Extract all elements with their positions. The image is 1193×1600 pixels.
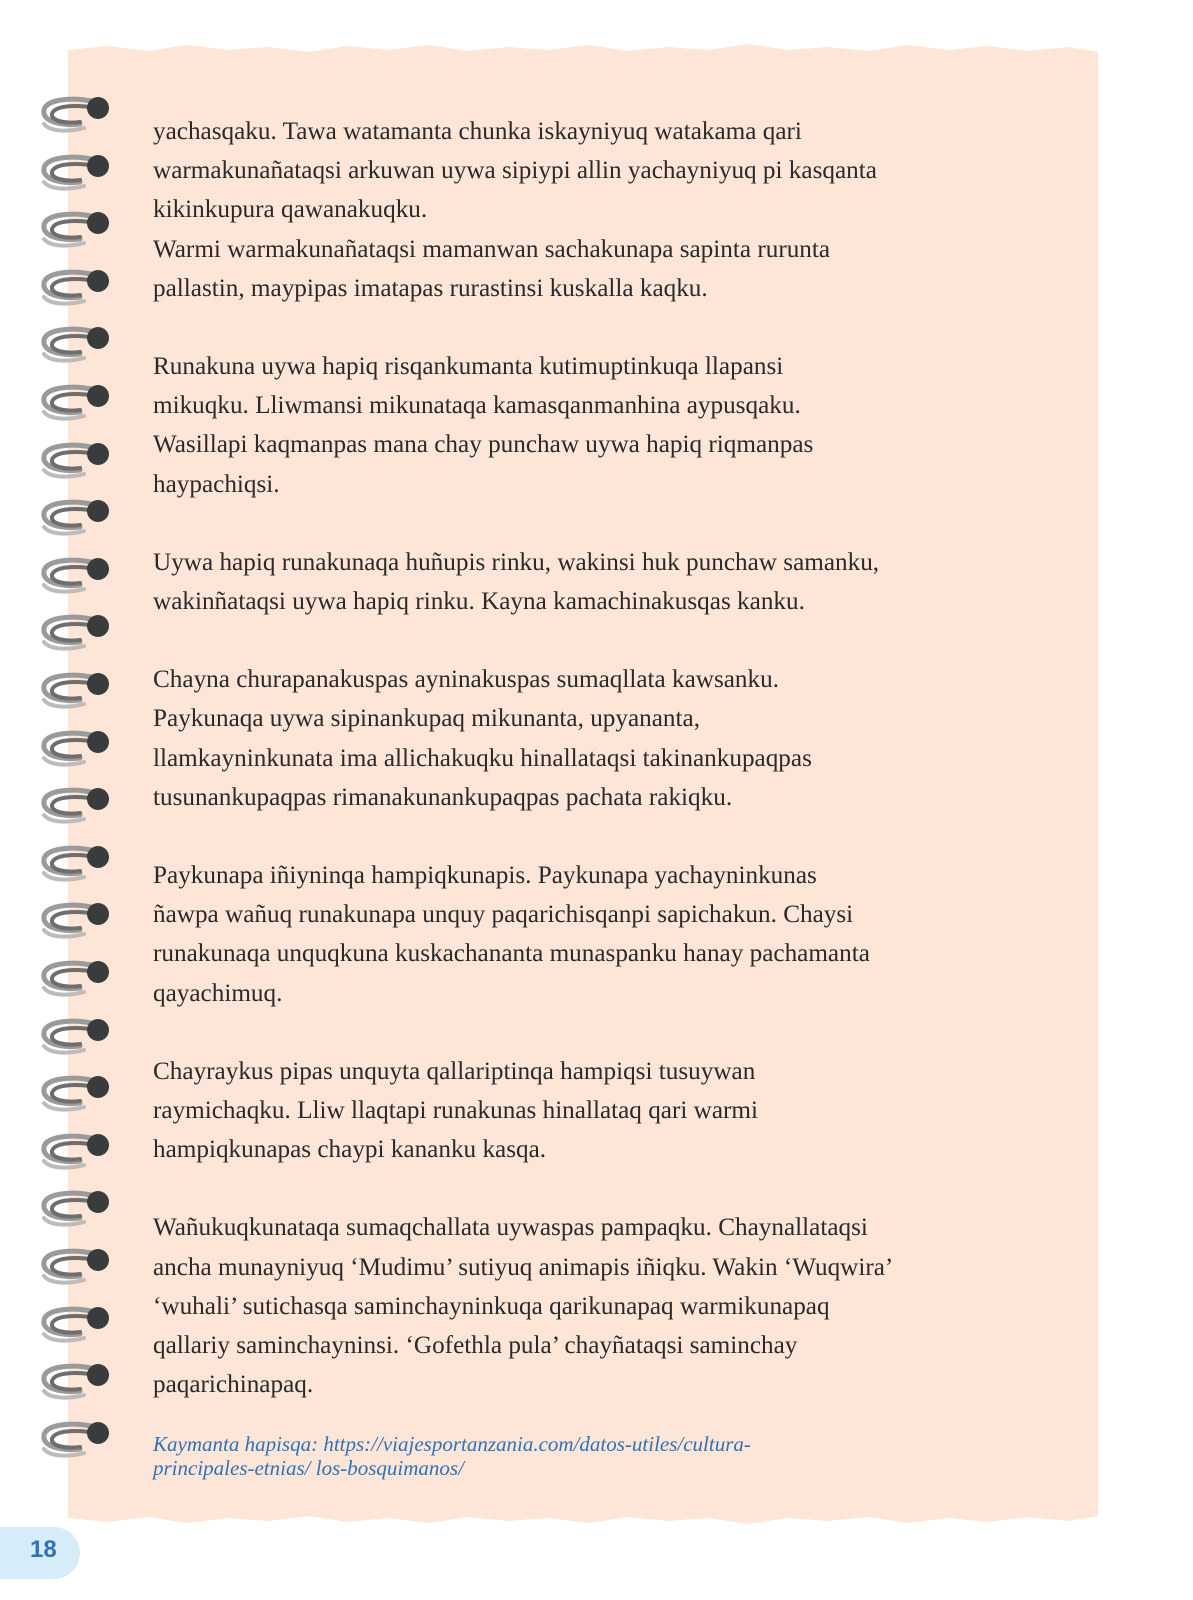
spiral-binding [40, 0, 120, 1600]
paragraph: Chayraykus pipas unquyta qallariptinqa hampiqsi tusuywan raymichaqku. Lliw llaqtapi runakunas hinallataq qari warmi hampiqkunapas chaypi kananku kasqa. [153, 1057, 759, 1164]
spiral-binding-ring-icon [40, 1304, 118, 1344]
paragraph: Uywa hapiq runakunaqa huñupis rinku, wakinsi huk punchaw samanku, wakinñataqsi uywa hapiq rinku. Kayna kamachinakusqas kanku. [153, 548, 880, 616]
spiral-binding-ring-icon [40, 209, 118, 249]
spiral-binding-ring-icon [40, 900, 118, 940]
paragraph: Runakuna uywa hapiq risqankumanta kutimuptinkuqa llapansi mikuqku. Lliwmansi mikunataqa kamasqanmanhina aypusqaku. Wasillapi kaqmanpas mana chay punchaw uywa hapiq riqmanpas haypachiqsi. [153, 353, 814, 498]
spiral-binding-ring-icon [40, 1131, 118, 1171]
spiral-binding-ring-icon [40, 670, 118, 710]
paragraph: Wañukuqkunataqa sumaqchallata uywaspas pampaqku. Chaynallataqsi ancha munayniyuq ‘Mudimu’ sutiyuq animapis iñiqku. Wakin ‘Wuqwira’ ‘wuhali’ sutichasqa saminchayninkuqa qarikunapaq warmikunapaq qallariy saminchayninsi. ‘Gofethla pula’ chayñataqsi saminchay paqarichinapaq. [153, 1214, 894, 1399]
spiral-binding-ring-icon [40, 612, 118, 652]
spiral-binding-ring-icon [40, 440, 118, 480]
page-number: 18 [30, 1536, 57, 1563]
spiral-binding-ring-icon [40, 555, 118, 595]
spiral-binding-ring-icon [40, 785, 118, 825]
spiral-binding-ring-icon [40, 1419, 118, 1459]
body-text [153, 112, 1033, 1443]
spiral-binding-ring-icon [40, 1188, 118, 1228]
spiral-binding-ring-icon [40, 958, 118, 998]
spiral-binding-ring-icon [40, 728, 118, 768]
spiral-binding-ring-icon [40, 1016, 118, 1056]
spiral-binding-ring-icon [40, 382, 118, 422]
spiral-binding-ring-icon [40, 152, 118, 192]
paragraph: Paykunapa iñiyninqa hampiqkunapis. Paykunapa yachayninkunas ñawpa wañuq runakunapa unquy paqarichisqanpi sapichakun. Chaysi runakunaqa unquqkuna kuskachananta munaspanku hanay pachamanta qayachimuq. [153, 862, 870, 1007]
paper-torn-bottom-edge [68, 1506, 1098, 1526]
paragraph: yachasqaku. Tawa watamanta chunka iskayniyuq watakama qari warmakunañataqsi arkuwan uywa sipiypi allin yachayniyuq pi kasqanta kikinkupura qawanakuqku. Warmi warmakunañataqsi mamanwan sachakunapa sapinta rurunta pallastin, maypipas imatapas rurastinsi kuskalla kaqku. [153, 118, 877, 302]
spiral-binding-ring-icon [40, 1361, 118, 1401]
paragraph: Chayna churapanakuspas ayninakuspas sumaqllata kawsanku. Paykunaqa uywa sipinankupaq mikunanta, upyananta, llamkayninkunata ima allichakuqku hinallataqsi takinankupaqpas tusunankupaqpas rimanakunankupaqpas pachata rakiqku. [153, 666, 812, 811]
spiral-binding-ring-icon [40, 843, 118, 883]
spiral-binding-ring-icon [40, 1073, 118, 1113]
spiral-binding-ring-icon [40, 497, 118, 537]
spiral-binding-ring-icon [40, 1246, 118, 1286]
spiral-binding-ring-icon [40, 324, 118, 364]
source-note[interactable]: Kaymanta hapisqa: https://viajesportanzania.com/datos-utiles/cultura- principales-etnias/ los-bosquimanos/ [153, 1432, 751, 1480]
spiral-binding-ring-icon [40, 267, 118, 307]
spiral-binding-ring-icon [40, 94, 118, 134]
